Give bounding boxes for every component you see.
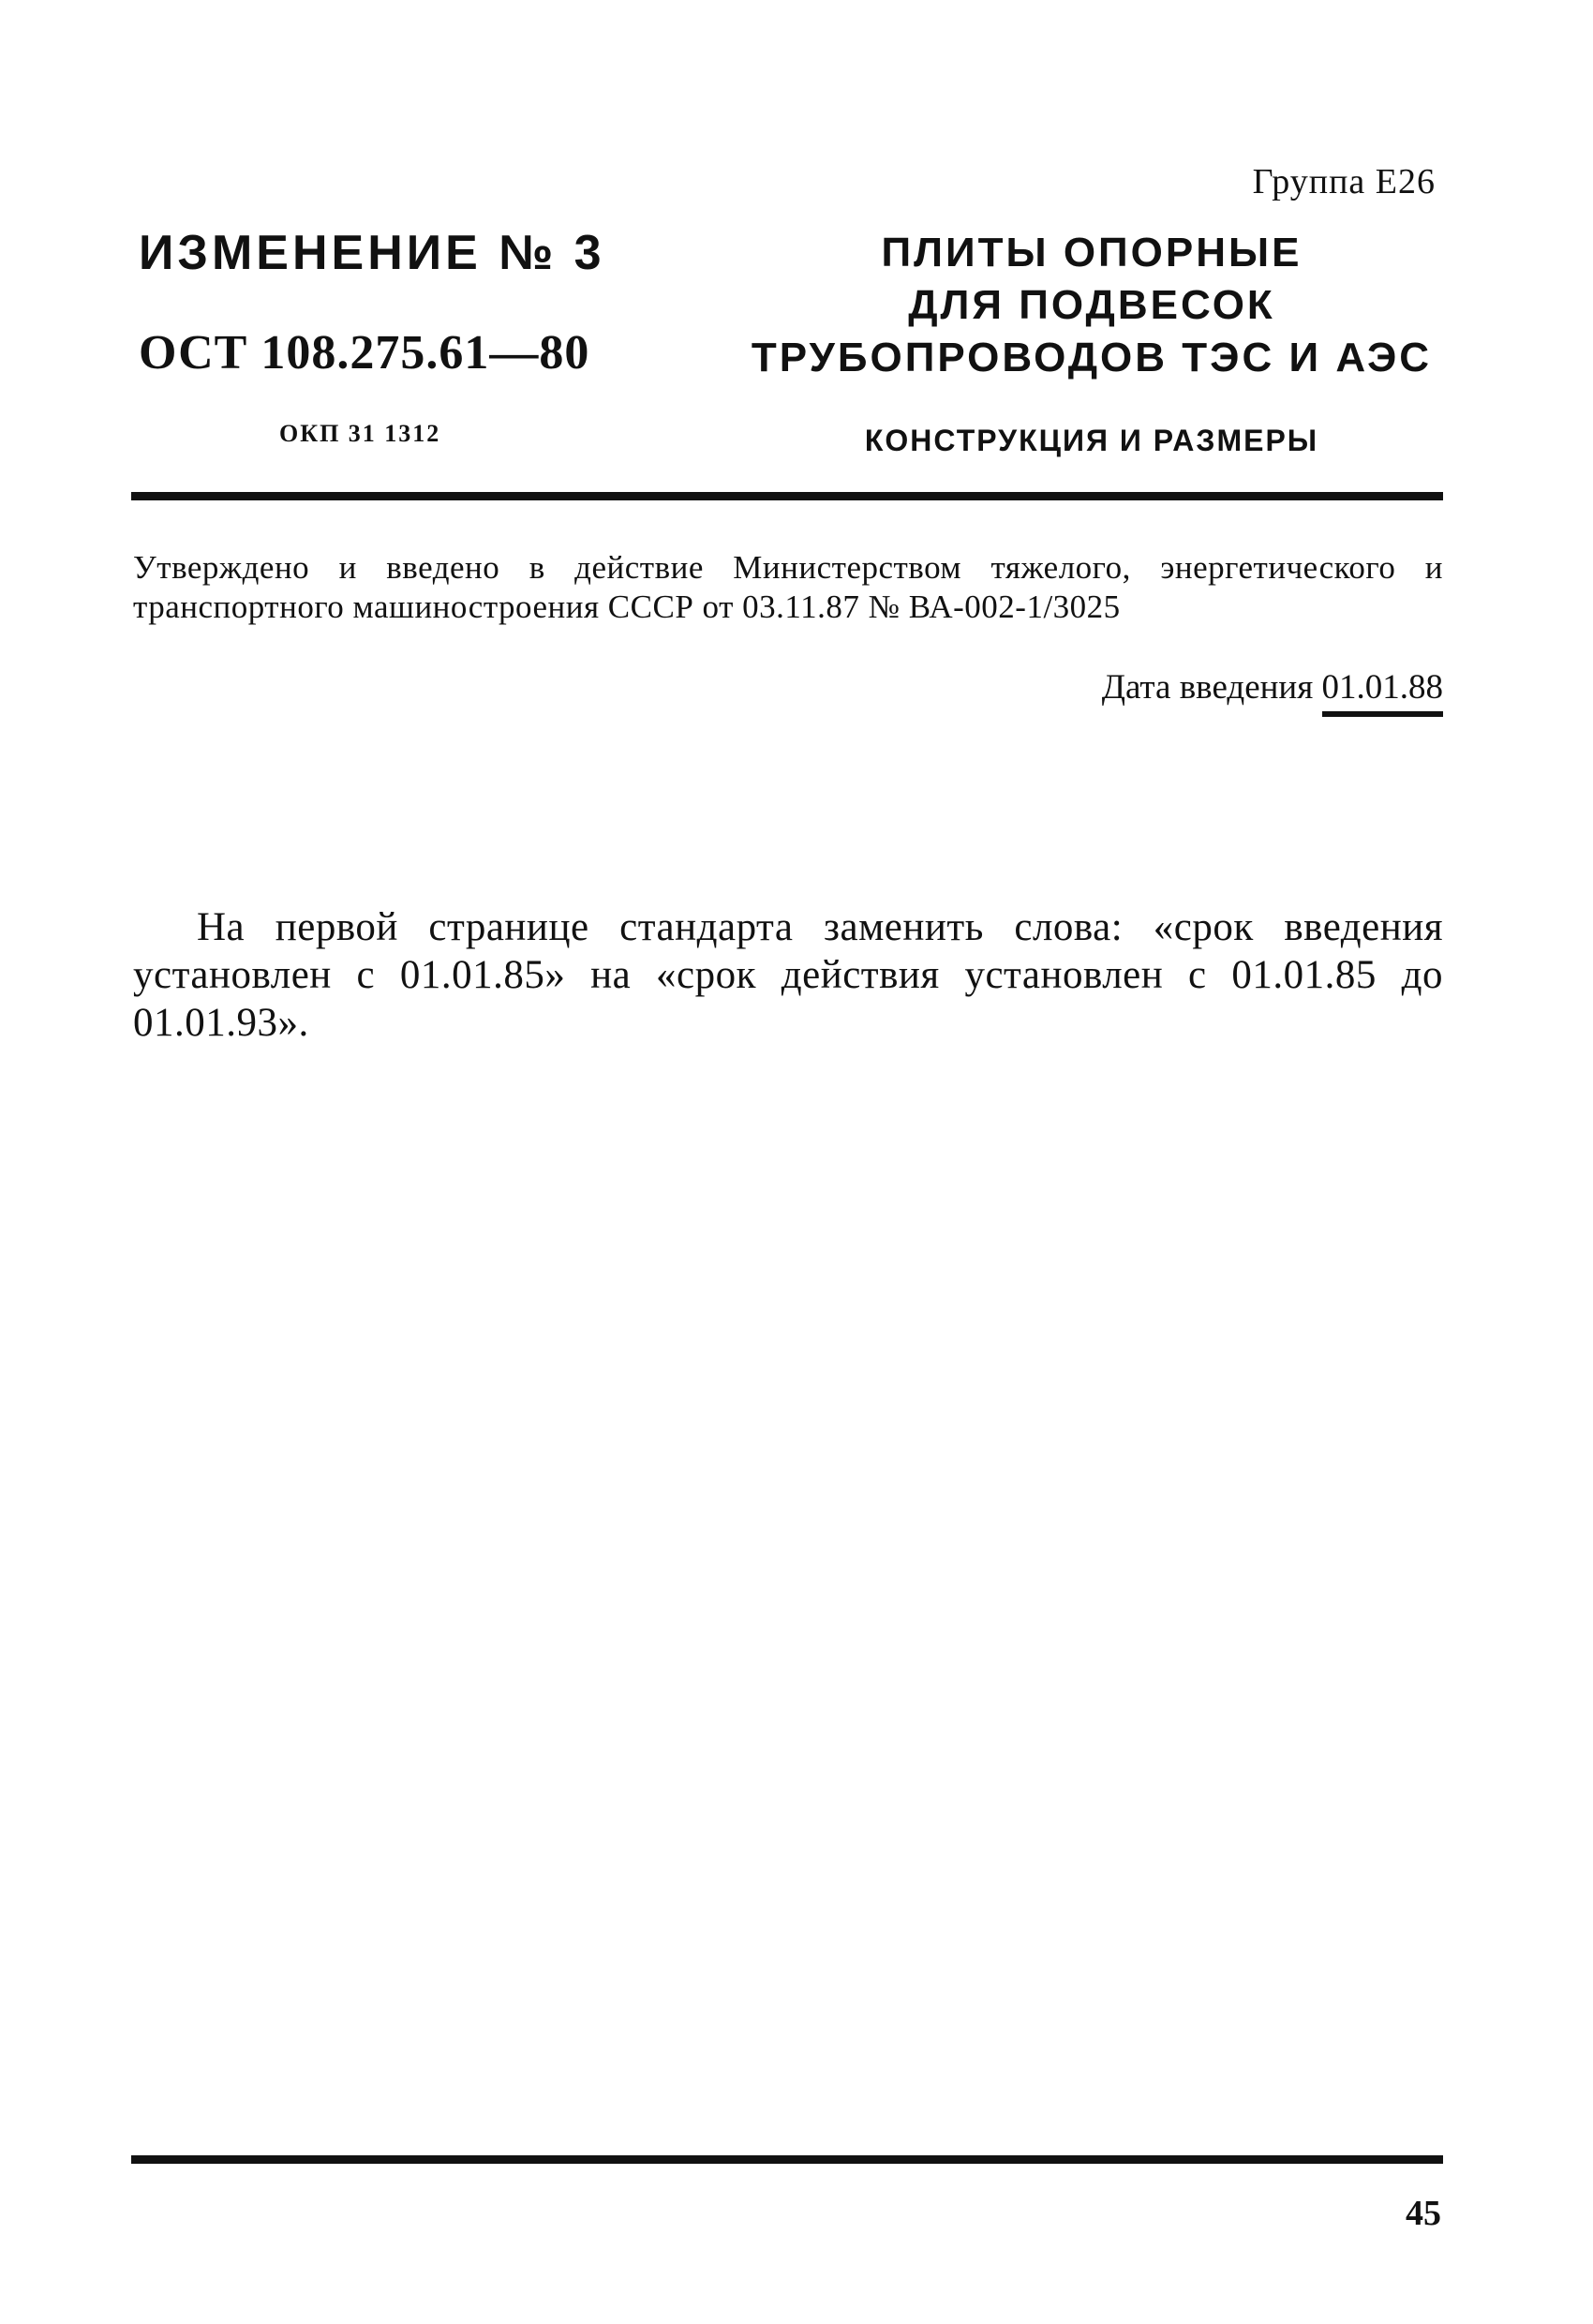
bottom-divider (131, 2155, 1443, 2164)
top-divider (131, 492, 1443, 500)
group-code: Группа Е26 (1252, 162, 1436, 201)
standard-number: ОСТ 108.275.61—80 (139, 326, 590, 380)
title-line: ТРУБОПРОВОДОВ ТЭС И АЭС (751, 335, 1433, 380)
okp-code: ОКП 31 1312 (279, 420, 441, 447)
page-number: 45 (1406, 2194, 1441, 2233)
product-title (731, 227, 1452, 384)
document-title-block (731, 227, 1452, 458)
change-title: ИЗМЕНЕНИЕ № 3 (139, 226, 605, 280)
title-line: ПЛИТЫ ОПОРНЫЕ (881, 230, 1303, 276)
effective-date-label: Дата введения (1101, 668, 1314, 707)
effective-date-value: 01.01.88 (1322, 667, 1444, 717)
title-line: ДЛЯ ПОДВЕСОК (908, 282, 1275, 328)
document-identification (139, 226, 605, 380)
effective-date (1102, 667, 1443, 717)
approval-statement: Утверждено и введено в действие Министерством тяжелого, энергетического и транспортного машиностроения СССР от 03.11.87 № ВА-002-1/3025 (133, 549, 1443, 625)
amendment-text: На первой странице стандарта заменить слова: «срок введения установлен с 01.01.85» на «срок действия установлен с 01.01.85 до 01.01.93». (133, 905, 1443, 1045)
document-subtitle: КОНСТРУКЦИЯ И РАЗМЕРЫ (864, 424, 1319, 457)
